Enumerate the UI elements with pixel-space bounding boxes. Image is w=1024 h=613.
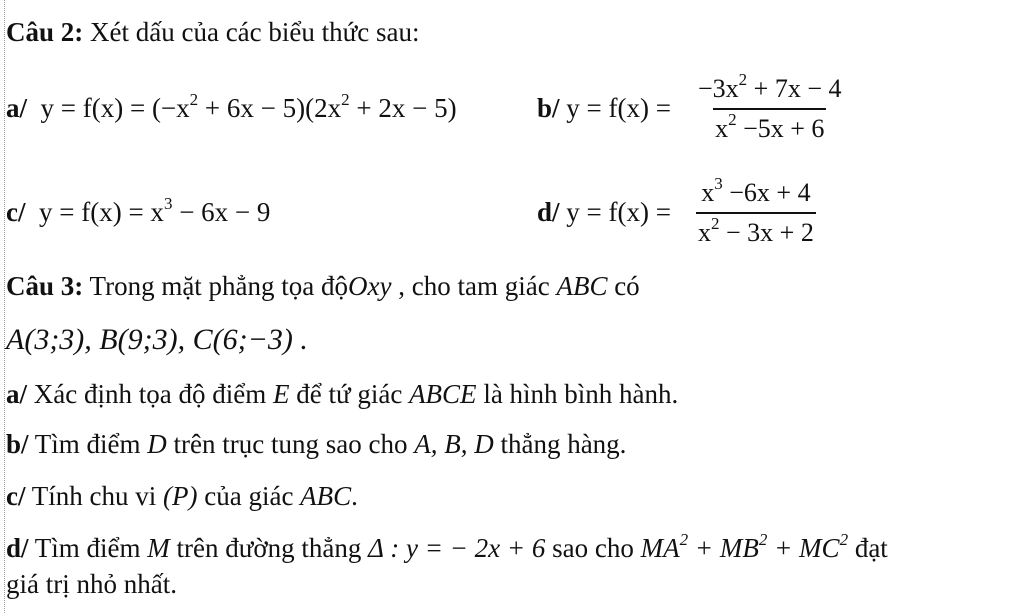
question-3a-text-3: là hình bình hành. — [483, 379, 679, 409]
question-3d-text-3: sao cho — [552, 533, 634, 563]
question-3d-text-5: giá trị nhỏ nhất. — [6, 569, 177, 599]
question-3b — [6, 428, 626, 460]
question-3c-text-3: . — [351, 481, 358, 511]
question-3c — [6, 480, 358, 512]
question-2b-label: b/ — [537, 93, 560, 123]
question-3d — [6, 532, 888, 564]
question-3b-text-1: Tìm điểm — [34, 429, 141, 459]
question-2c — [6, 196, 270, 228]
question-2d-lhs: y = f(x) = — [566, 197, 671, 227]
question-2-title: Câu 2: — [6, 17, 84, 47]
question-3d-label: d/ — [6, 533, 29, 563]
question-2a — [6, 92, 457, 124]
question-2c-expression: $y = f(x) = x^3 - 6x - 9$ — [32, 194, 271, 227]
question-2-heading — [6, 16, 420, 48]
question-3c-text-1: Tính chu vi — [31, 481, 157, 511]
question-3d-line: Δ : y = − 2x + 6 — [368, 533, 546, 563]
question-3d-var: M — [147, 533, 170, 563]
question-3b-var2: A, B, D — [414, 429, 494, 459]
question-2d-label: d/ — [537, 197, 560, 227]
question-2-text: Xét dấu của các biểu thức sau: — [90, 17, 420, 47]
question-3a-label: a/ — [6, 379, 28, 409]
question-3b-label: b/ — [6, 429, 29, 459]
question-3-oxy: Oxy — [348, 271, 392, 301]
question-3c-var: (P) — [163, 481, 198, 511]
question-3-triangle: ABC — [556, 271, 608, 301]
question-3-points — [6, 324, 308, 356]
page-margin-line — [4, 0, 5, 613]
question-2a-label: a/ — [6, 93, 28, 123]
question-2c-label: c/ — [6, 197, 26, 227]
question-3a-var: E — [272, 379, 290, 409]
question-2b-numerator: $-3x^2 + 7x - 4$ — [698, 70, 842, 103]
question-2d-denominator: $x^2 - 3x + 2$ — [696, 212, 816, 250]
question-2d-prefix — [537, 196, 671, 228]
question-3b-text-2: trên trục tung sao cho — [173, 429, 408, 459]
question-2b-lhs: y = f(x) = — [566, 93, 671, 123]
question-2a-expression: $y = f(x) = (-x^2 + 6x - 5)(2x^2 + 2x - 5)$ — [33, 90, 457, 123]
question-3a-text-2: để tứ giác — [296, 379, 403, 409]
question-3c-var2: ABC — [300, 481, 352, 511]
question-3d-text-1: Tìm điểm — [34, 533, 141, 563]
question-3-intro-2: , cho tam giác — [398, 271, 550, 301]
question-3d-text-4: đạt — [854, 533, 888, 563]
question-2d-fraction — [696, 176, 816, 250]
question-3d-continuation — [6, 568, 177, 600]
question-3a — [6, 378, 678, 410]
question-2d-numerator: $x^3 -6x + 4$ — [701, 174, 811, 207]
question-3-heading — [6, 270, 640, 302]
question-2b-denominator: $x^2 -5x + 6$ — [713, 108, 826, 146]
question-3-intro-3: có — [614, 271, 640, 301]
question-3a-text-1: Xác định tọa độ điểm — [33, 379, 267, 409]
question-3-title: Câu 3: — [6, 271, 84, 301]
question-3c-text-2: của giác — [204, 481, 294, 511]
question-2b-fraction — [696, 72, 844, 146]
question-3b-var: D — [147, 429, 167, 459]
question-3-points-text: A(3;3), B(9;3), C(6;−3) . — [6, 323, 308, 356]
question-3c-label: c/ — [6, 481, 26, 511]
question-3-intro-1: Trong mặt phẳng tọa độ — [89, 271, 349, 301]
question-3b-text-3: thẳng hàng. — [500, 429, 627, 459]
question-2b-prefix — [537, 92, 671, 124]
question-3d-expression: $MA^2 + MB^2 + MC^2$ — [640, 530, 849, 563]
question-3a-var2: ABCE — [409, 379, 477, 409]
question-3d-text-2: trên đường thẳng — [176, 533, 362, 563]
